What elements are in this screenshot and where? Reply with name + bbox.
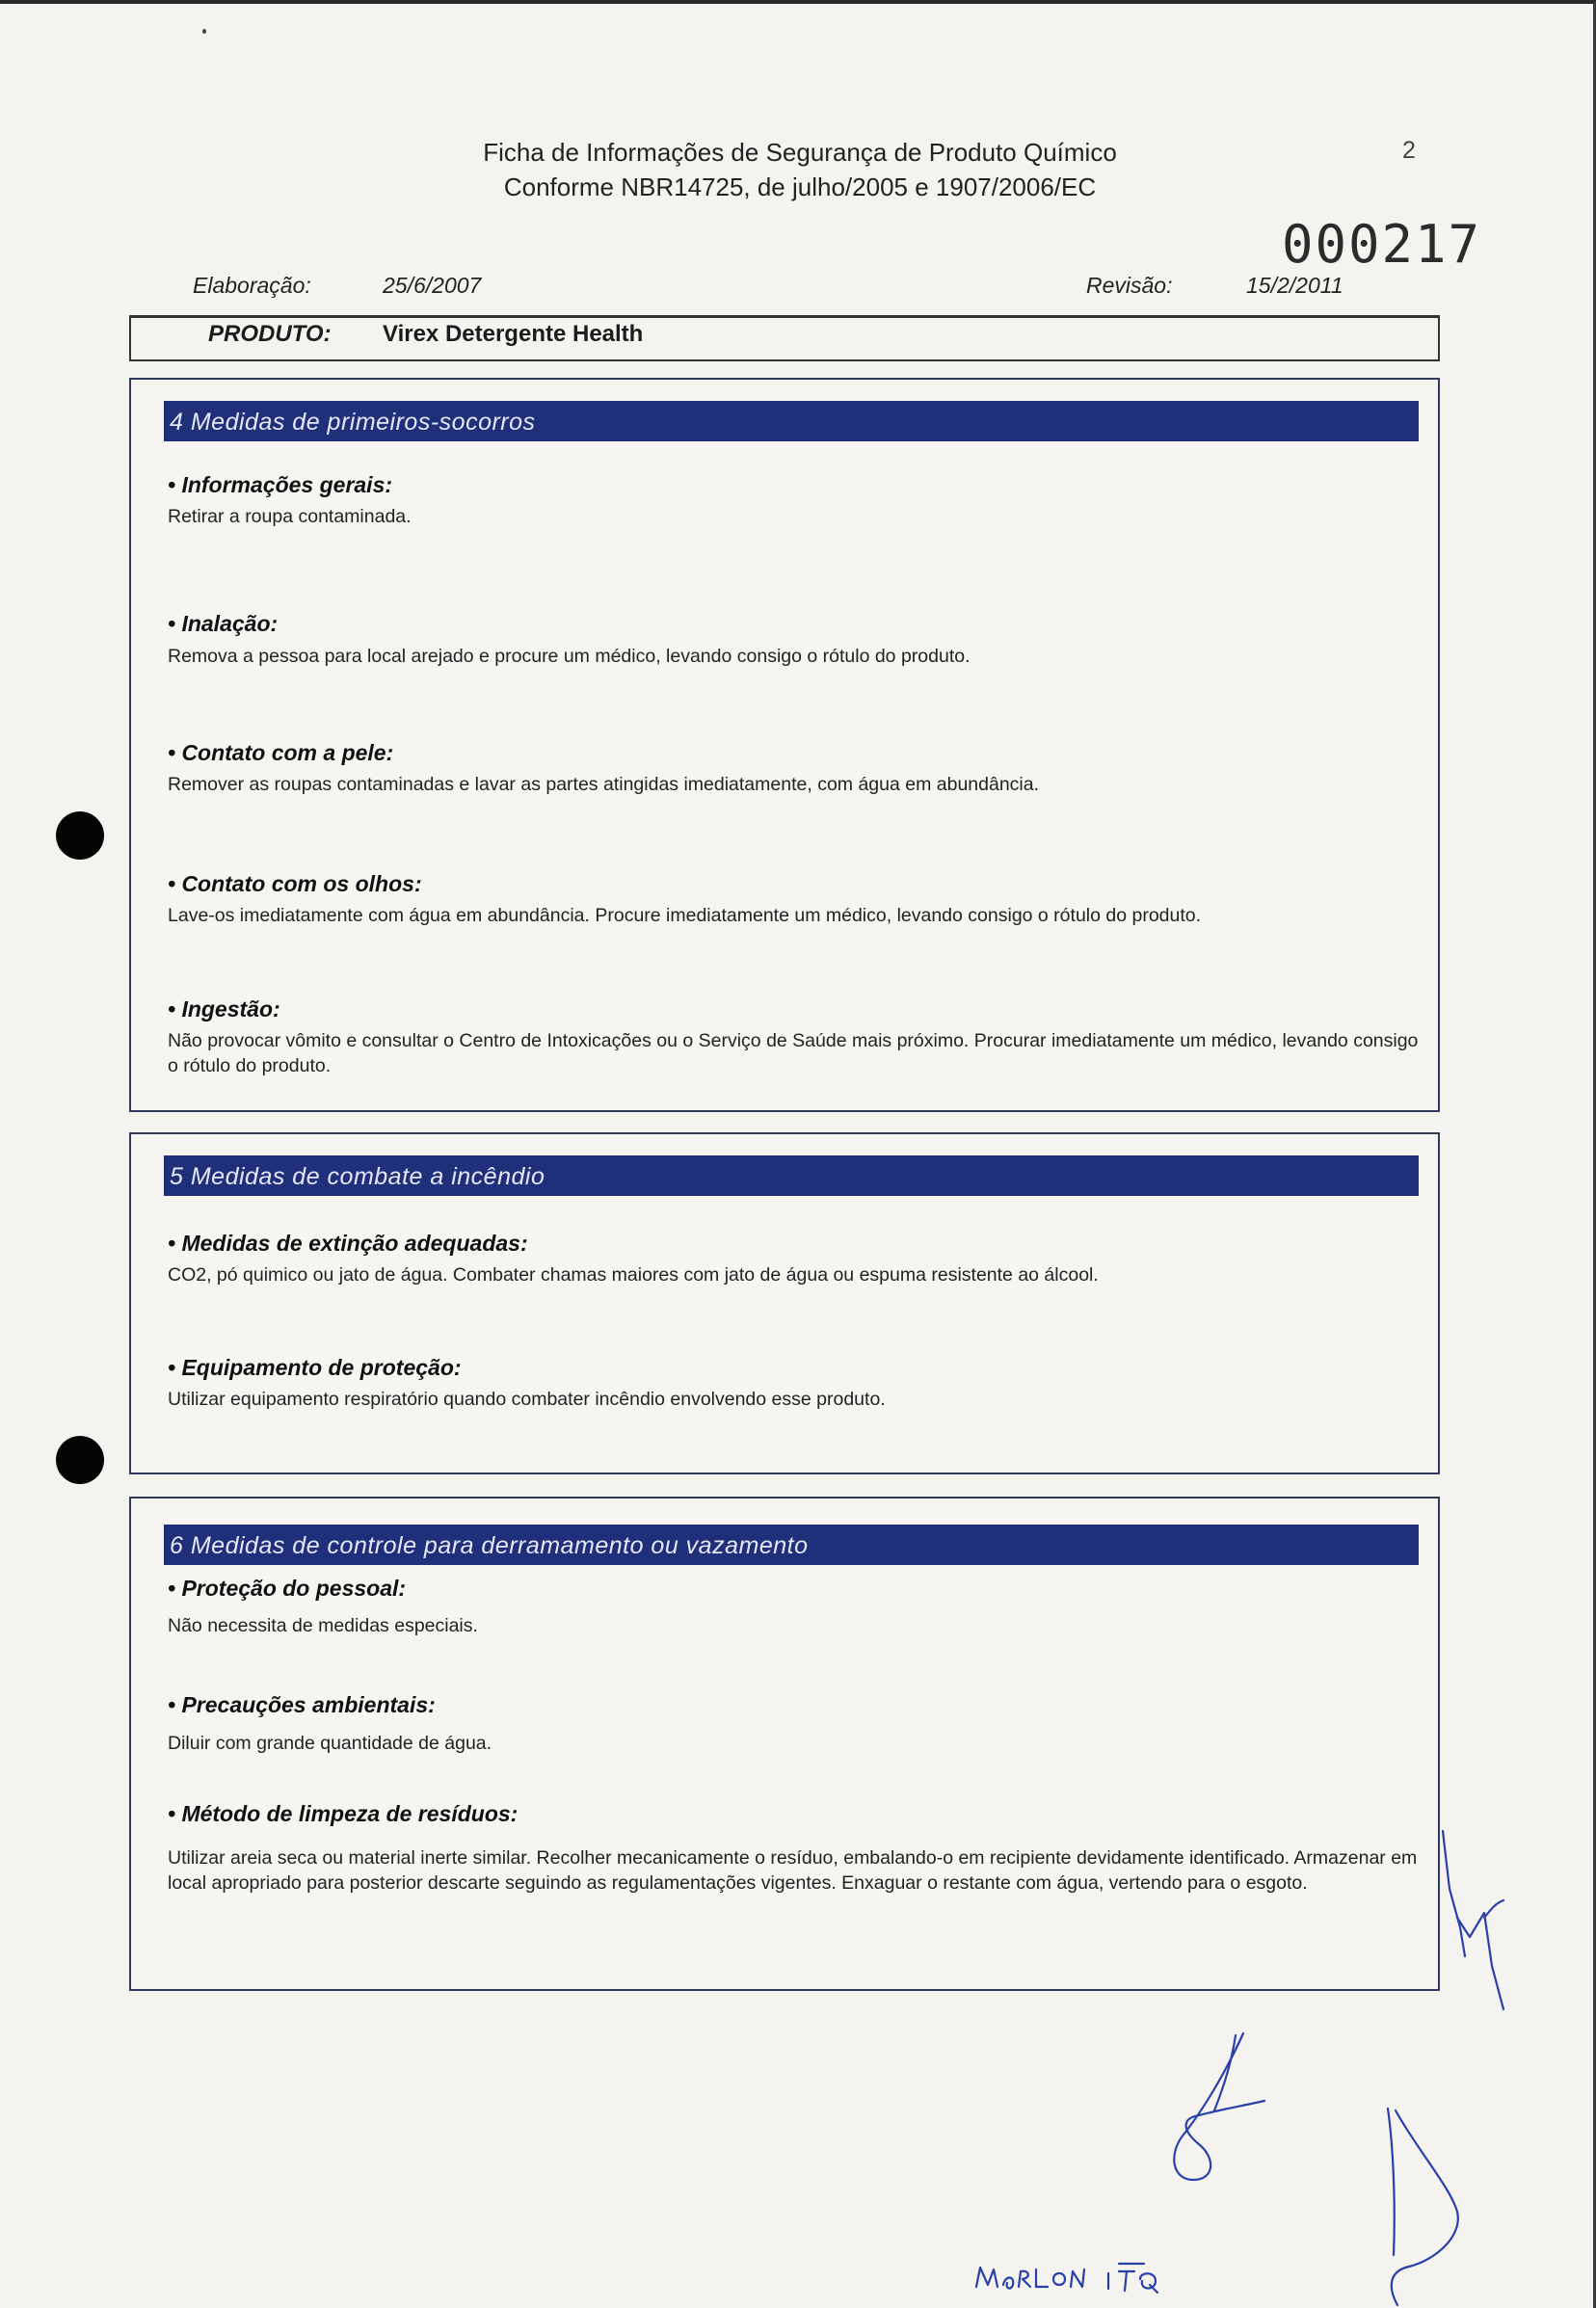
- text-extinguishing-media: CO2, pó quimico ou jato de água. Combater chamas maiores com jato de água ou espuma resistente ao álcool.: [168, 1264, 1099, 1286]
- scan-speck: [202, 29, 206, 34]
- text-personal-protection: Não necessita de medidas especiais.: [168, 1615, 478, 1636]
- sub-heading-ingestion: • Ingestão:: [168, 996, 280, 1021]
- sub-heading-general-info: • Informações gerais:: [168, 472, 393, 497]
- section-spill-control: [129, 1497, 1440, 1991]
- text-eye-contact: Lave-os imediatamente com água em abundância. Procure imediatamente um médico, levando consigo o rótulo do produto.: [168, 905, 1202, 926]
- signature-mark: [1174, 2033, 1264, 2180]
- document-title: Ficha de Informações de Segurança de Produto Químico: [483, 138, 1117, 167]
- text-protective-equipment: Utilizar equipamento respiratório quando combater incêndio envolvendo esse produto.: [168, 1389, 886, 1410]
- margin-mark: [1484, 1900, 1503, 1918]
- text-environmental-precautions: Diluir com grande quantidade de água.: [168, 1733, 492, 1754]
- section-firefighting: [129, 1132, 1440, 1474]
- sub-heading-personal-protection: • Proteção do pessoal:: [168, 1576, 407, 1601]
- signature-mark: [1388, 2109, 1395, 2255]
- text-cleanup-method: Utilizar areia seca ou material inerte similar. Recolher mecanicamente o resíduo, embalando-o em recipiente devidamente identificado. Armazenar em local apropriado para posterior descarte seguindo as regulamentações vigentes. Enxaguar o restante com água, vertendo para o esgoto.: [168, 1847, 1418, 1894]
- handwritten-name: [969, 2250, 1190, 2298]
- page-number: 2: [1402, 137, 1416, 164]
- signature-mark: [1214, 2035, 1236, 2110]
- sub-heading-skin-contact: • Contato com a pele:: [168, 740, 394, 765]
- margin-mark: [1443, 1831, 1465, 1956]
- document-subtitle: Conforme NBR14725, de julho/2005 e 1907/2006/EC: [503, 172, 1097, 201]
- elaboration-date: 25/6/2007: [383, 273, 482, 298]
- revision-label: Revisão:: [1086, 273, 1173, 298]
- sub-heading-environmental-precautions: • Precauções ambientais:: [168, 1692, 436, 1717]
- product-name: Virex Detergente Health: [383, 321, 644, 347]
- document-stamp-number: 000217: [1282, 214, 1482, 275]
- section-title: 5 Medidas de combate a incêndio: [164, 1155, 1419, 1196]
- sub-heading-extinguishing-media: • Medidas de extinção adequadas:: [168, 1231, 528, 1256]
- section-title: 4 Medidas de primeiros-socorros: [164, 401, 1419, 441]
- signature-mark: [1392, 2110, 1458, 2305]
- margin-mark: [1457, 1913, 1503, 2009]
- sub-heading-eye-contact: • Contato com os olhos:: [168, 871, 422, 896]
- sub-heading-inhalation: • Inalação:: [168, 611, 279, 636]
- text-ingestion: Não provocar vômito e consultar o Centro de Intoxicações ou o Serviço de Saúde mais próximo. Procurar imediatamente um médico, levando consigo o rótulo do produto.: [168, 1030, 1419, 1076]
- punch-hole-bottom: [56, 1436, 104, 1484]
- punch-hole-top: [56, 811, 104, 860]
- product-label: PRODUTO:: [208, 321, 332, 347]
- section-first-aid: [129, 378, 1440, 1112]
- text-general-info: Retirar a roupa contaminada.: [168, 506, 412, 527]
- text-skin-contact: Remover as roupas contaminadas e lavar as partes atingidas imediatamente, com água em abundância.: [168, 774, 1040, 795]
- elaboration-label: Elaboração:: [193, 273, 311, 298]
- text-inhalation: Remova a pessoa para local arejado e procure um médico, levando consigo o rótulo do produto.: [168, 646, 971, 667]
- sub-heading-cleanup-method: • Método de limpeza de resíduos:: [168, 1801, 519, 1826]
- sub-heading-protective-equipment: • Equipamento de proteção:: [168, 1355, 462, 1380]
- revision-date: 15/2/2011: [1246, 273, 1343, 298]
- section-title: 6 Medidas de controle para derramamento ou vazamento: [164, 1525, 1419, 1565]
